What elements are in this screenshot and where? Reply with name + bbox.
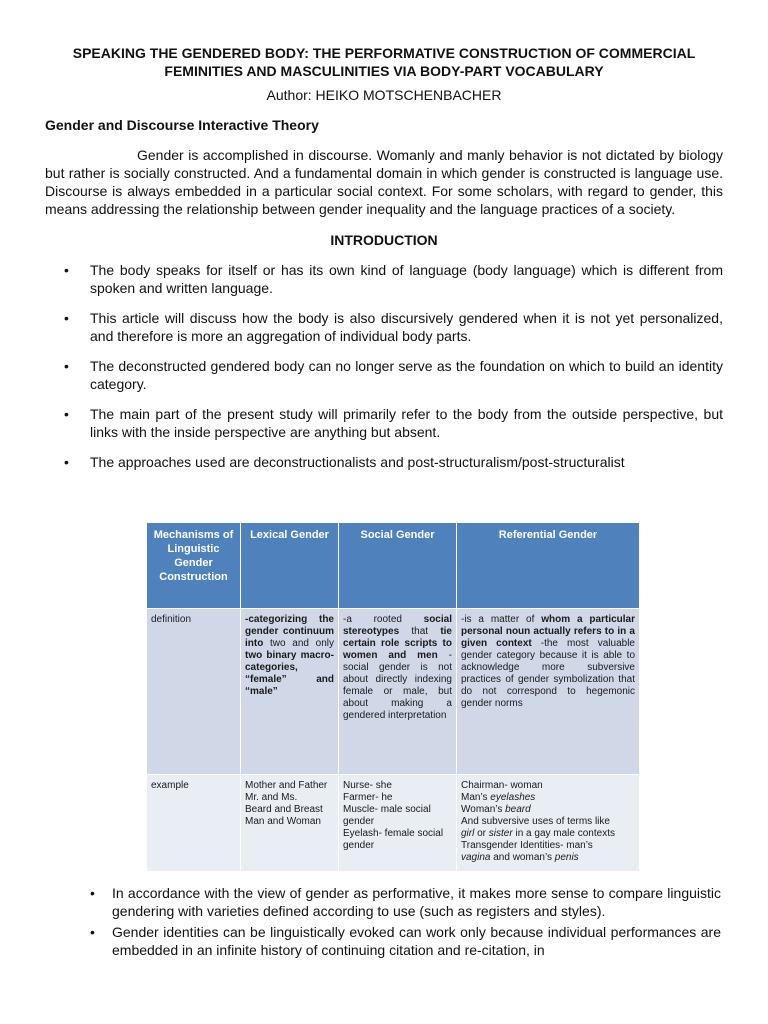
list-item-text: In accordance with the view of gender as performative, it makes more sense to compare linguistic gendering with varieties defined according to use (such as registers and styles). <box>112 885 721 919</box>
cell-line <box>461 852 635 864</box>
cell-text: vagina <box>461 852 491 863</box>
cell-line: Muscle- male social gender <box>343 804 431 827</box>
cell-text: whom a particular personal noun actually refers to in a given context <box>461 614 635 649</box>
bullet-list <box>45 261 723 471</box>
table-header-row <box>147 523 640 609</box>
cell-text: in a gay male contexts <box>512 828 615 839</box>
cell-lexical-example <box>241 775 339 872</box>
cell-line: Nurse- she <box>343 780 392 791</box>
cell-line <box>461 828 635 840</box>
author-line: Author: HEIKO MOTSCHENBACHER <box>266 87 502 103</box>
list-item-text: The body speaks for itself or has its own kind of language (body language) which is different from spoken and written language. <box>90 262 723 296</box>
cell-text: Man’s <box>461 792 491 803</box>
cell-referential-definition <box>457 609 640 775</box>
cell-text: social stereotypes <box>343 614 452 637</box>
cell-text: eyelashes <box>490 792 536 803</box>
list-item-text: This article will discuss how the body is also discursively gendered when it is not yet personalized, and therefore is more an aggregation of individual body parts. <box>90 310 723 344</box>
bullet-icon: • <box>90 885 95 901</box>
cell-line: Eyelash- female social gender <box>343 828 444 851</box>
cell-line <box>461 804 635 816</box>
cell-social-definition <box>339 609 457 775</box>
list-item-text: Gender identities can be linguistically evoked can work only because individual performances are embedded in an infinite history of continuing citation and re-citation, in <box>112 924 721 958</box>
cell-line: Farmer- he <box>343 792 393 803</box>
intro-paragraph-text: Gender is accomplished in discourse. Womanly and manly behavior is not dictated by biology but rather is socially constructed. And a fundamental domain in which gender is constructed is language use. Discourse is always embedded in a particular social context. For some scholars, with regard to gender, this means addressing the relationship between gender inequality and the language practices of a society. <box>45 147 723 217</box>
cell-lexical-definition <box>241 609 339 775</box>
bullet-icon: • <box>64 406 69 422</box>
list-item <box>45 405 723 441</box>
section-heading: Gender and Discourse Interactive Theory <box>45 117 319 133</box>
cell-text: beard <box>505 804 531 815</box>
list-item <box>90 884 721 920</box>
cell-text: -is a matter of <box>461 614 542 625</box>
header-mechanisms: Mechanisms of Linguistic Gender Construction <box>147 523 241 609</box>
cell-text: -a rooted <box>343 614 424 625</box>
header-social-gender: Social Gender <box>339 523 457 609</box>
cell-line: Chairman- woman <box>461 780 543 791</box>
table-row <box>147 775 640 872</box>
gender-construction-table <box>146 522 639 869</box>
bullet-icon: • <box>64 310 69 326</box>
row-label-definition: definition <box>147 609 241 775</box>
document-page <box>45 44 723 483</box>
cell-text: -categorizing the gender continuum into <box>245 614 334 649</box>
list-item <box>45 453 723 471</box>
list-item <box>45 357 723 393</box>
cell-text: or <box>474 828 489 839</box>
intro-paragraph <box>45 146 723 218</box>
cell-line: And subversive uses of terms like <box>461 816 610 827</box>
cell-text: -social gender is not about directly indexing female or male, but about making a gendered interpretation <box>343 650 452 721</box>
row-label-example: example <box>147 775 241 872</box>
cell-text: -the most valuable gender category because it is able to acknowledge more subversive practices of gender symbolization that do not correspond to hegemonic gender norms <box>461 638 635 709</box>
bullet-icon: • <box>90 924 95 940</box>
bullet-list-lower <box>90 884 721 962</box>
cell-text: girl <box>461 828 475 839</box>
bullet-icon: • <box>64 358 69 374</box>
cell-text: two and only <box>263 638 334 649</box>
list-item-text: The deconstructed gendered body can no longer serve as the foundation on which to build an identity category. <box>90 358 723 392</box>
cell-text: sister <box>488 828 513 839</box>
paper-title: SPEAKING THE GENDERED BODY: THE PERFORMATIVE CONSTRUCTION OF COMMERCIAL FEMINITIES AND MASCULINITIES VIA BODY-PART VOCABULARY <box>72 45 696 79</box>
list-item <box>90 923 721 959</box>
cell-referential-example <box>457 775 640 872</box>
list-item-text: The main part of the present study will primarily refer to the body from the outside perspective, but links with the inside perspective are anything but absent. <box>90 406 723 440</box>
cell-social-example <box>339 775 457 872</box>
cell-line: Mr. and Ms. <box>245 792 298 803</box>
table-row <box>147 609 640 775</box>
cell-line: Man and Woman <box>245 816 321 827</box>
cell-text: tie certain role scripts to women and men <box>343 626 452 661</box>
cell-line: Transgender Identities- man’s <box>461 840 593 851</box>
cell-text: Woman’s <box>461 804 506 815</box>
bullet-icon: • <box>64 262 69 278</box>
header-referential-gender: Referential Gender <box>457 523 640 609</box>
list-item-text: The approaches used are deconstructionalists and post-structuralism/post-structuralist <box>90 454 625 470</box>
cell-text: penis <box>554 852 579 863</box>
cell-line <box>461 792 635 804</box>
cell-text: that <box>399 626 441 637</box>
header-lexical-gender: Lexical Gender <box>241 523 339 609</box>
bullet-icon: • <box>64 454 69 470</box>
list-item <box>45 309 723 345</box>
cell-text: two binary macro-categories, “female” and “male” <box>245 650 334 697</box>
cell-text: and woman’s <box>490 852 555 863</box>
list-item <box>45 261 723 297</box>
introduction-heading: INTRODUCTION <box>330 232 438 248</box>
cell-line: Beard and Breast <box>245 804 323 815</box>
cell-line: Mother and Father <box>245 780 328 791</box>
